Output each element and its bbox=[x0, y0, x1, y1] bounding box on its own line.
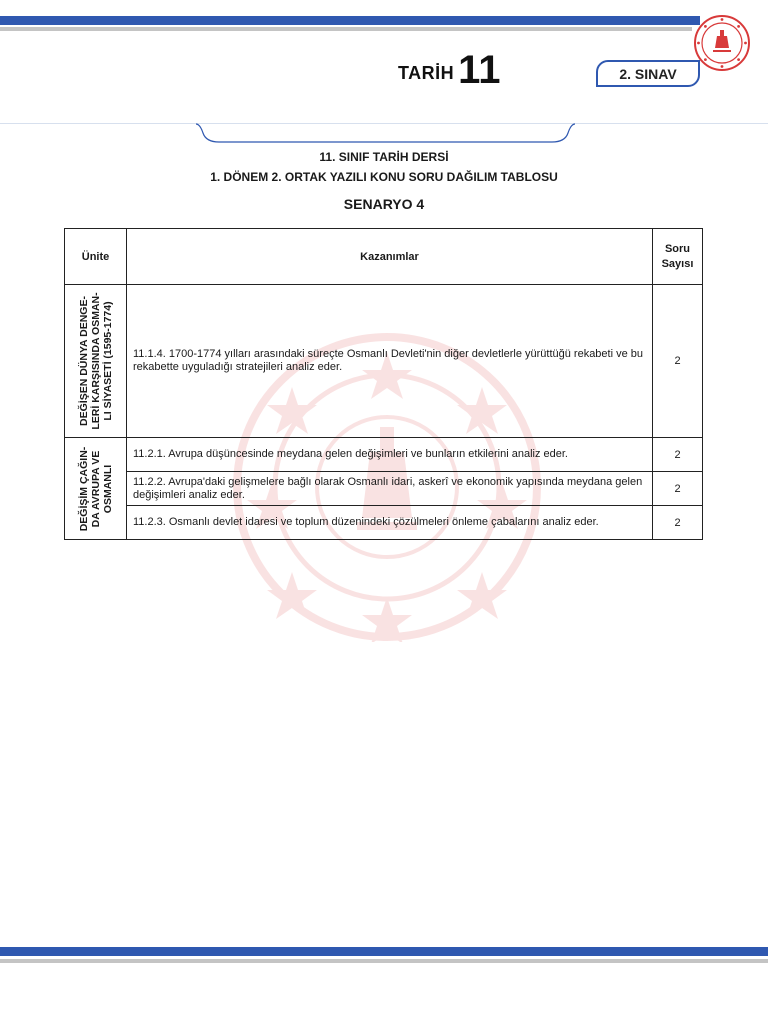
unit-name: DEĞİŞEN DÜNYA DENGE- LERİ KARŞISINDA OSMAN- LI SİYASETİ (1595-1774) bbox=[77, 292, 114, 430]
exam-badge-label: 2. SINAV bbox=[619, 65, 677, 82]
course-heading: 11. SINIF TARİH DERSİ bbox=[319, 150, 449, 164]
bottom-blue-band bbox=[0, 947, 768, 956]
unit-name: DEĞİŞİM ÇAĞIN- DA AVRUPA VE OSMANLI bbox=[77, 446, 114, 531]
table-header-row bbox=[65, 229, 703, 285]
table-row bbox=[65, 285, 703, 438]
table-row bbox=[65, 472, 703, 506]
table-title: 1. DÖNEM 2. ORTAK YAZILI KONU SORU DAĞILIM TABLOSU bbox=[210, 170, 558, 184]
subject-label: TARİH bbox=[398, 63, 455, 83]
outcome-cell: 11.2.2. Avrupa'daki gelişmelere bağlı olarak Osmanlı idari, askerî ve ekonomik yapısında meydana gelen değişimleri analiz eder. bbox=[127, 472, 653, 506]
ministry-seal-icon bbox=[693, 14, 751, 72]
count-cell: 2 bbox=[653, 438, 703, 472]
header-unit: Ünite bbox=[65, 229, 127, 285]
unit-cell bbox=[65, 285, 127, 438]
count-cell: 2 bbox=[653, 472, 703, 506]
bottom-gray-band bbox=[0, 959, 768, 963]
outcome-cell: 11.2.1. Avrupa düşüncesinde meydana gelen değişimleri ve bunların etkilerini analiz eder. bbox=[127, 438, 653, 472]
outcome-cell: 11.2.3. Osmanlı devlet idaresi ve toplum düzenindeki çözülmeleri önleme çabalarını analiz eder. bbox=[127, 506, 653, 540]
outcome-cell: 11.1.4. 1700-1774 yılları arasındaki süreçte Osmanlı Devleti'nin diğer devletlerle yürüttüğü rekabeti ve bu rekabette uyguladığı stratejileri analiz eder. bbox=[127, 285, 653, 438]
distribution-table bbox=[64, 228, 703, 540]
page-title bbox=[398, 46, 500, 90]
top-gray-band bbox=[0, 27, 692, 31]
grade-number: 11 bbox=[458, 48, 501, 92]
top-blue-band bbox=[0, 16, 700, 25]
header-count: Soru Sayısı bbox=[653, 229, 703, 285]
exam-badge bbox=[596, 60, 700, 87]
count-cell: 2 bbox=[653, 506, 703, 540]
header-tab-shape bbox=[195, 123, 576, 145]
scenario-heading: SENARYO 4 bbox=[343, 196, 425, 212]
table-row bbox=[65, 506, 703, 540]
count-cell: 2 bbox=[653, 285, 703, 438]
unit-cell bbox=[65, 438, 127, 540]
table-row bbox=[65, 438, 703, 472]
header-outcomes: Kazanımlar bbox=[127, 229, 653, 285]
